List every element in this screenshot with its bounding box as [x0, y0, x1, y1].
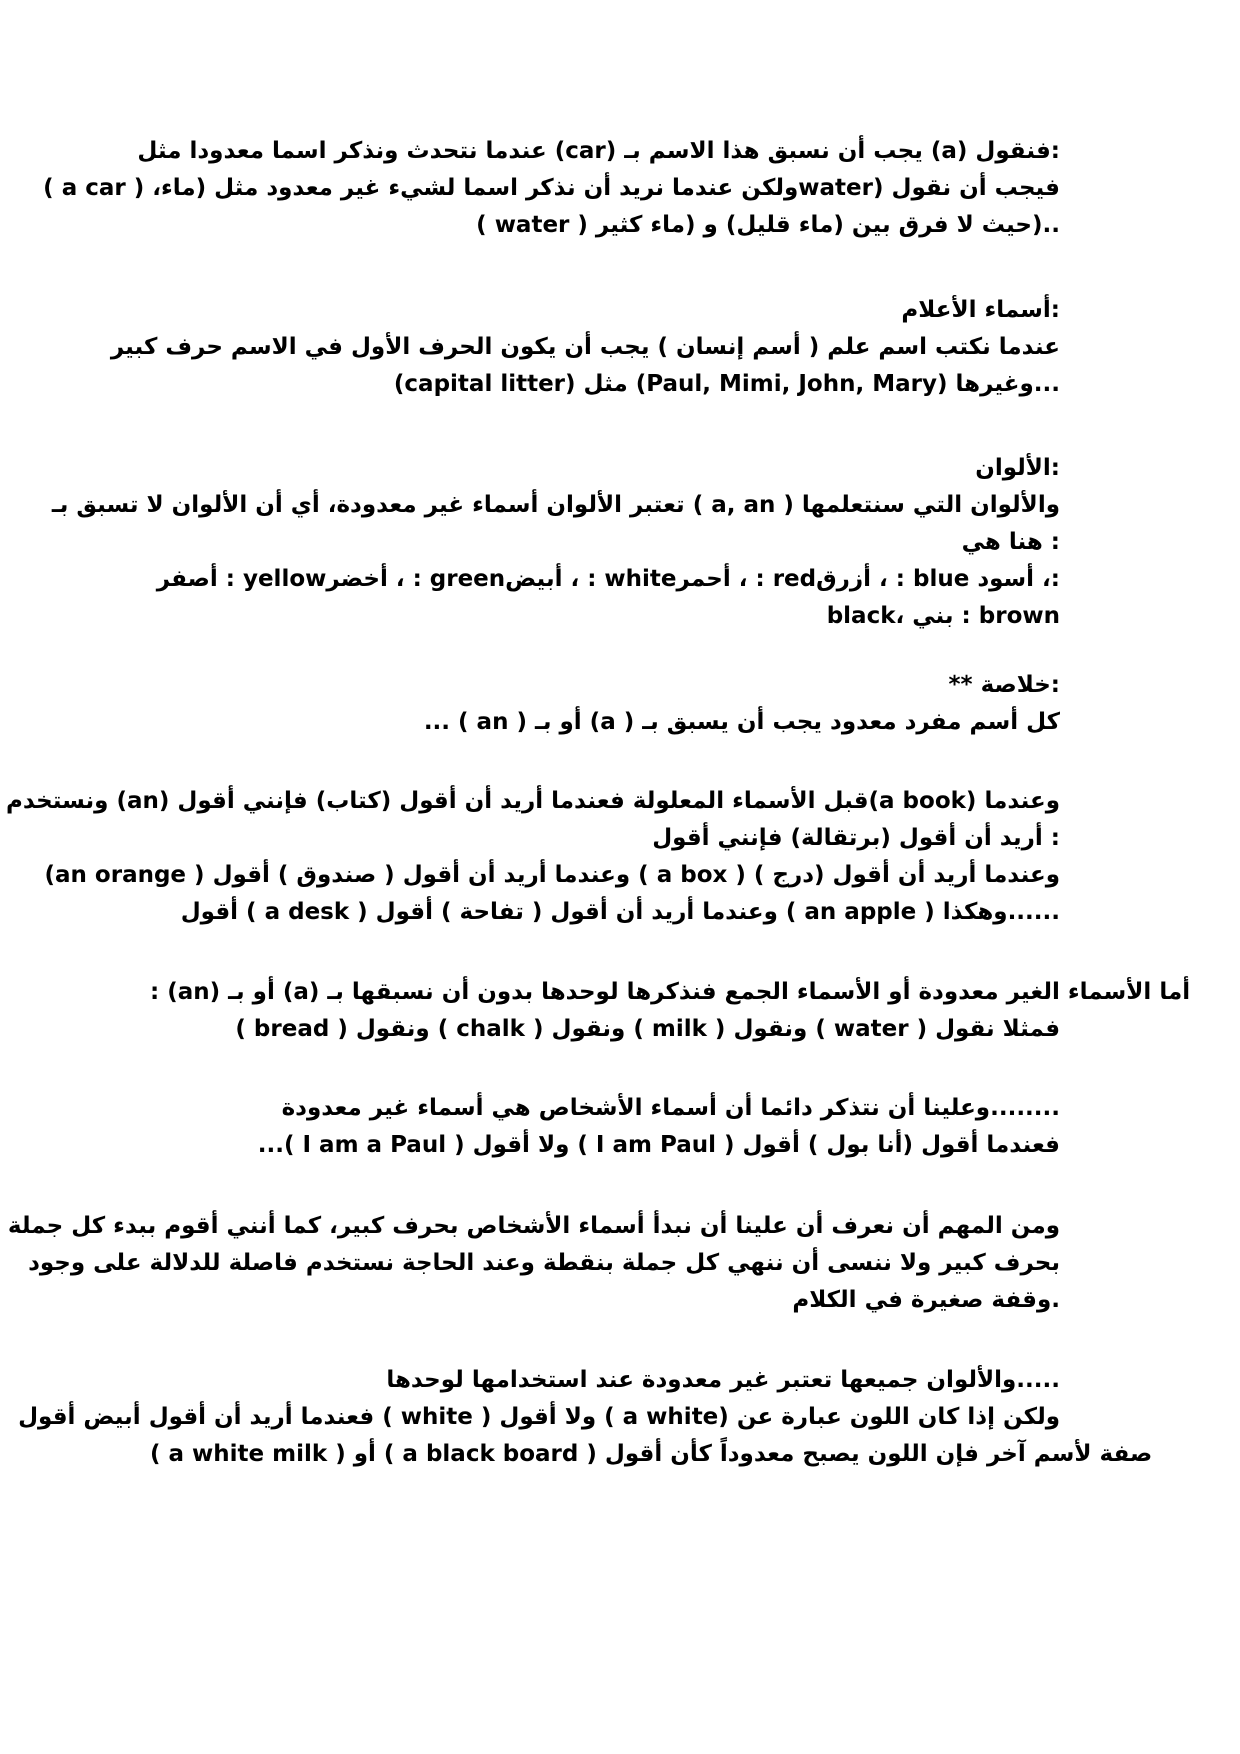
paragraph-line: ( a white milk ) أو ( a black board ) صفة لأسم آخر فإن اللون يصبح معدوداً كأن أقول	[150, 1441, 1153, 1467]
paragraph-line: :فنقول (a) يجب أن نسبق هذا الاسم بـ (car) عندما نتحدث ونذكر اسما معدودا مثل	[137, 138, 1060, 164]
paragraph-line: ولكن إذا كان اللون عبارة عن (a white ) ولا أقول ( white ) فعندما أريد أن أقول أبيض أقول	[18, 1404, 1060, 1430]
section-heading: :خلاصة **	[948, 672, 1060, 698]
paragraph-line: ...( I am a Paul ) ولا أقول ( I am Paul ) فعندما أقول (أنا بول ) أقول	[257, 1132, 1060, 1158]
paragraph-line: .وقفة صغيرة في الكلام	[792, 1287, 1060, 1313]
paragraph-line: ..(حيث لا فرق بين (ماء قليل) و (ماء كثير ( water )	[476, 212, 1060, 238]
paragraph-line: فيجب أن نقول (waterولكن عندما نريد أن نذكر اسما لشيء غير معدود مثل (ماء، ( a car )	[43, 175, 1060, 201]
paragraph-line: black، بني : brown	[826, 603, 1060, 629]
paragraph-line: .....والألوان جميعها تعتبر غير معدودة عند استخدامها لوحدها	[386, 1367, 1060, 1393]
paragraph-line: عندما نكتب اسم علم ( أسم إنسان ) يجب أن يكون الحرف الأول في الاسم حرف كبير	[110, 334, 1060, 360]
paragraph-line: وعندما (a book)قبل الأسماء المعلولة فعندما أريد أن أقول (كتاب) فإنني أقول (an) ونستخدم	[6, 788, 1060, 814]
paragraph-line: بحرف كبير ولا ننسى أن ننهي كل جملة بنقطة وعند الحاجة نستخدم فاصلة للدلالة على وجود	[28, 1250, 1060, 1276]
paragraph-line: ...وغيرها (Paul, Mimi, John, Mary) مثل (capital litter)	[393, 371, 1060, 397]
paragraph-line: :، أسود blue : ، أزرقred : ، أحمرwhite : ، أبيضgreen : ، أخضرyellow : أصفر	[156, 566, 1060, 592]
paragraph-line: : هنا هي	[961, 529, 1060, 555]
paragraph-line: : أريد أن أقول (برتقالة) فإنني أقول	[652, 825, 1060, 851]
paragraph-line: : (an) أو بـ (a) أما الأسماء الغير معدودة أو الأسماء الجمع فنذكرها لوحدها بدون أن نسبقها بـ	[150, 979, 1191, 1005]
section-heading: :الألوان	[975, 455, 1060, 481]
paragraph-line: وعندما أريد أن أقول (درج ) ( a box ) وعندما أريد أن أقول ( صندوق ) أقول ( an orange)	[44, 862, 1060, 888]
paragraph-line: ( bread ) ونقول ( chalk ) ونقول ( milk ) ونقول ( water ) فمثلا نقول	[235, 1016, 1060, 1042]
paragraph-line: ومن المهم أن نعرف أن علينا أن نبدأ أسماء الأشخاص بحرف كبير، كما أنني أقوم ببدء كل جملة	[7, 1213, 1060, 1239]
paragraph-line: ........وعلينا أن نتذكر دائما أن أسماء الأشخاص هي أسماء غير معدودة	[281, 1095, 1060, 1121]
paragraph-line: ... ( an ) أو بـ (a ) كل أسم مفرد معدود يجب أن يسبق بـ	[423, 709, 1060, 735]
section-heading: :أسماء الأعلام	[901, 297, 1060, 323]
paragraph-line: ......وهكذا ( an apple ) وعندما أريد أن أقول ( تفاحة ) أقول ( a desk ) أقول	[180, 899, 1060, 925]
paragraph-line: والألوان التي سنتعلمها ( a, an ) تعتبر الألوان أسماء غير معدودة، أي أن الألوان لا تسبق بـ	[51, 492, 1060, 518]
